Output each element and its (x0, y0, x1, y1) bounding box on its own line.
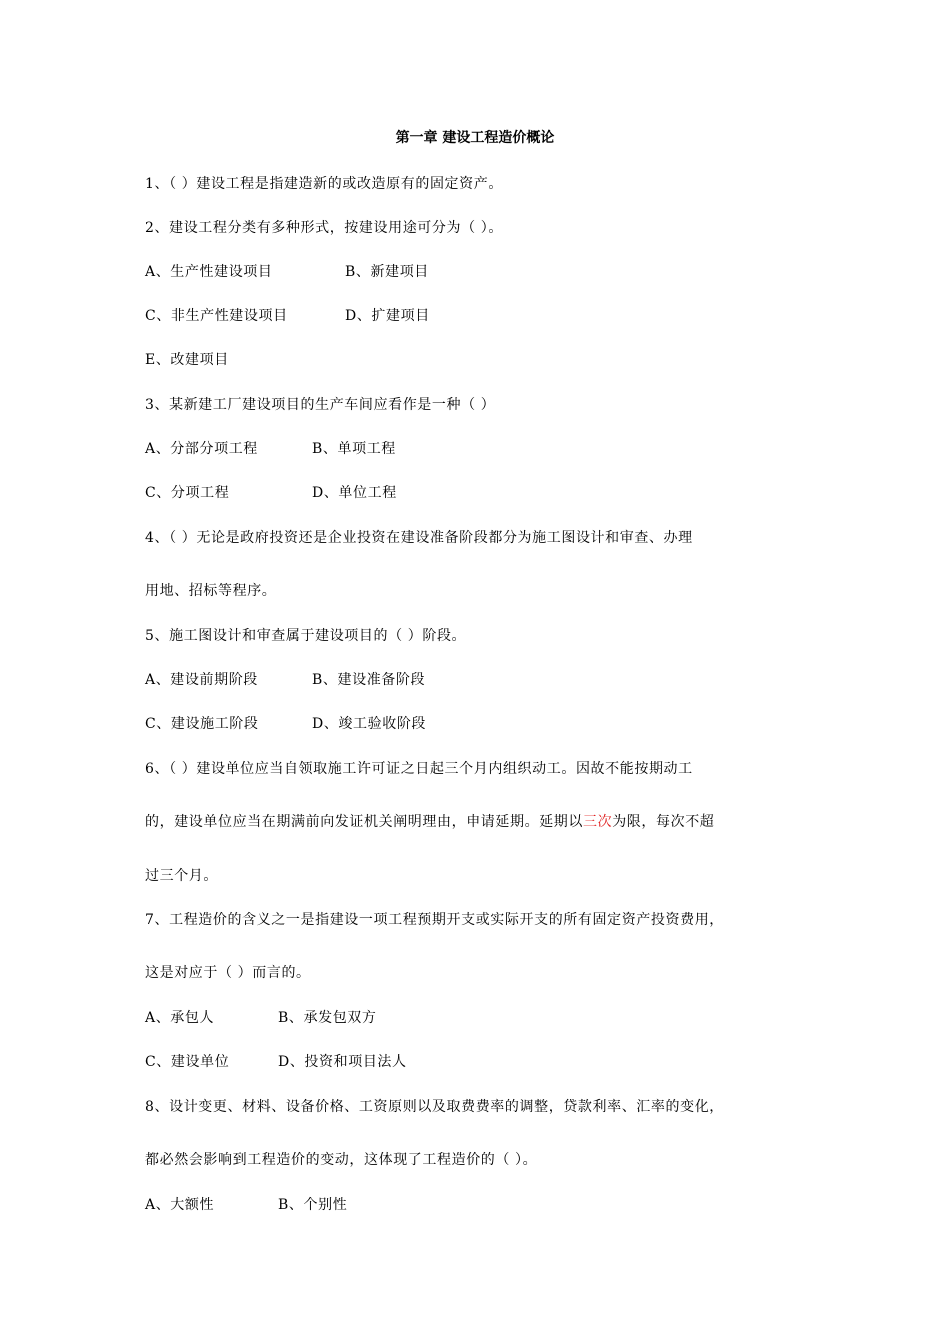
option-d: D、竣工验收阶段 (312, 716, 427, 732)
option-c: C、建设单位 (145, 1054, 230, 1070)
option-a: A、大额性 (145, 1197, 215, 1213)
options-row (145, 1007, 377, 1027)
option-a: A、生产性建设项目 (145, 264, 273, 280)
option-b: B、承发包双方 (278, 1010, 377, 1026)
option-b: B、建设准备阶段 (312, 672, 426, 688)
question-8-cont: 都必然会影响到工程造价的变动，这体现了工程造价的（ ）。 (145, 1152, 538, 1168)
question-1: 1、（ ）建设工程是指建造新的或改造原有的固定资产。 (145, 176, 503, 192)
option-c: C、非生产性建设项目 (145, 308, 288, 324)
text-segment: 的，建设单位应当在期满前向发证机关阐明理由，申请延期。延期以 (145, 814, 583, 830)
option-c: C、分项工程 (145, 485, 230, 501)
option-d: D、单位工程 (312, 485, 397, 501)
chapter-title: 第一章 建设工程造价概论 (395, 130, 555, 146)
option-b: B、新建项目 (345, 264, 429, 280)
option-a: A、分部分项工程 (145, 441, 258, 457)
highlighted-text: 三次 (583, 814, 613, 830)
options-row (145, 1051, 407, 1071)
option-d: D、投资和项目法人 (278, 1054, 407, 1070)
options-row (145, 1194, 347, 1214)
option-b: B、单项工程 (312, 441, 396, 457)
options-row (145, 713, 426, 733)
question-7: 7、工程造价的含义之一是指建设一项工程预期开支或实际开支的所有固定资产投资费用， (145, 912, 724, 928)
option-a: A、建设前期阶段 (145, 672, 258, 688)
question-2: 2、建设工程分类有多种形式，按建设用途可分为（ ）。 (145, 220, 503, 236)
question-6-cont (145, 811, 714, 831)
options-row (145, 261, 429, 281)
option-d: D、扩建项目 (345, 308, 430, 324)
option-c: C、建设施工阶段 (145, 716, 259, 732)
text-segment: 为限，每次不超 (612, 814, 715, 830)
option-a: A、承包人 (145, 1010, 215, 1026)
question-3: 3、某新建工厂建设项目的生产车间应看作是一种（ ） (145, 397, 496, 413)
option-e: E、改建项目 (145, 352, 229, 368)
question-7-cont: 这是对应于（ ）而言的。 (145, 965, 311, 981)
question-4-cont: 用地、招标等程序。 (145, 583, 277, 599)
question-6: 6、（ ）建设单位应当自领取施工许可证之日起三个月内组织动工。因故不能按期动工 (145, 761, 693, 777)
options-row (145, 438, 396, 458)
question-5: 5、施工图设计和审查属于建设项目的（ ）阶段。 (145, 628, 467, 644)
question-8: 8、设计变更、材料、设备价格、工资原则以及取费费率的调整，贷款利率、汇率的变化， (145, 1099, 724, 1115)
options-row (145, 669, 425, 689)
option-b: B、个别性 (278, 1197, 348, 1213)
question-4: 4、（ ）无论是政府投资还是企业投资在建设准备阶段都分为施工图设计和审查、办理 (145, 530, 693, 546)
options-row (145, 305, 430, 325)
options-row (145, 482, 397, 502)
question-6-cont: 过三个月。 (145, 868, 218, 884)
